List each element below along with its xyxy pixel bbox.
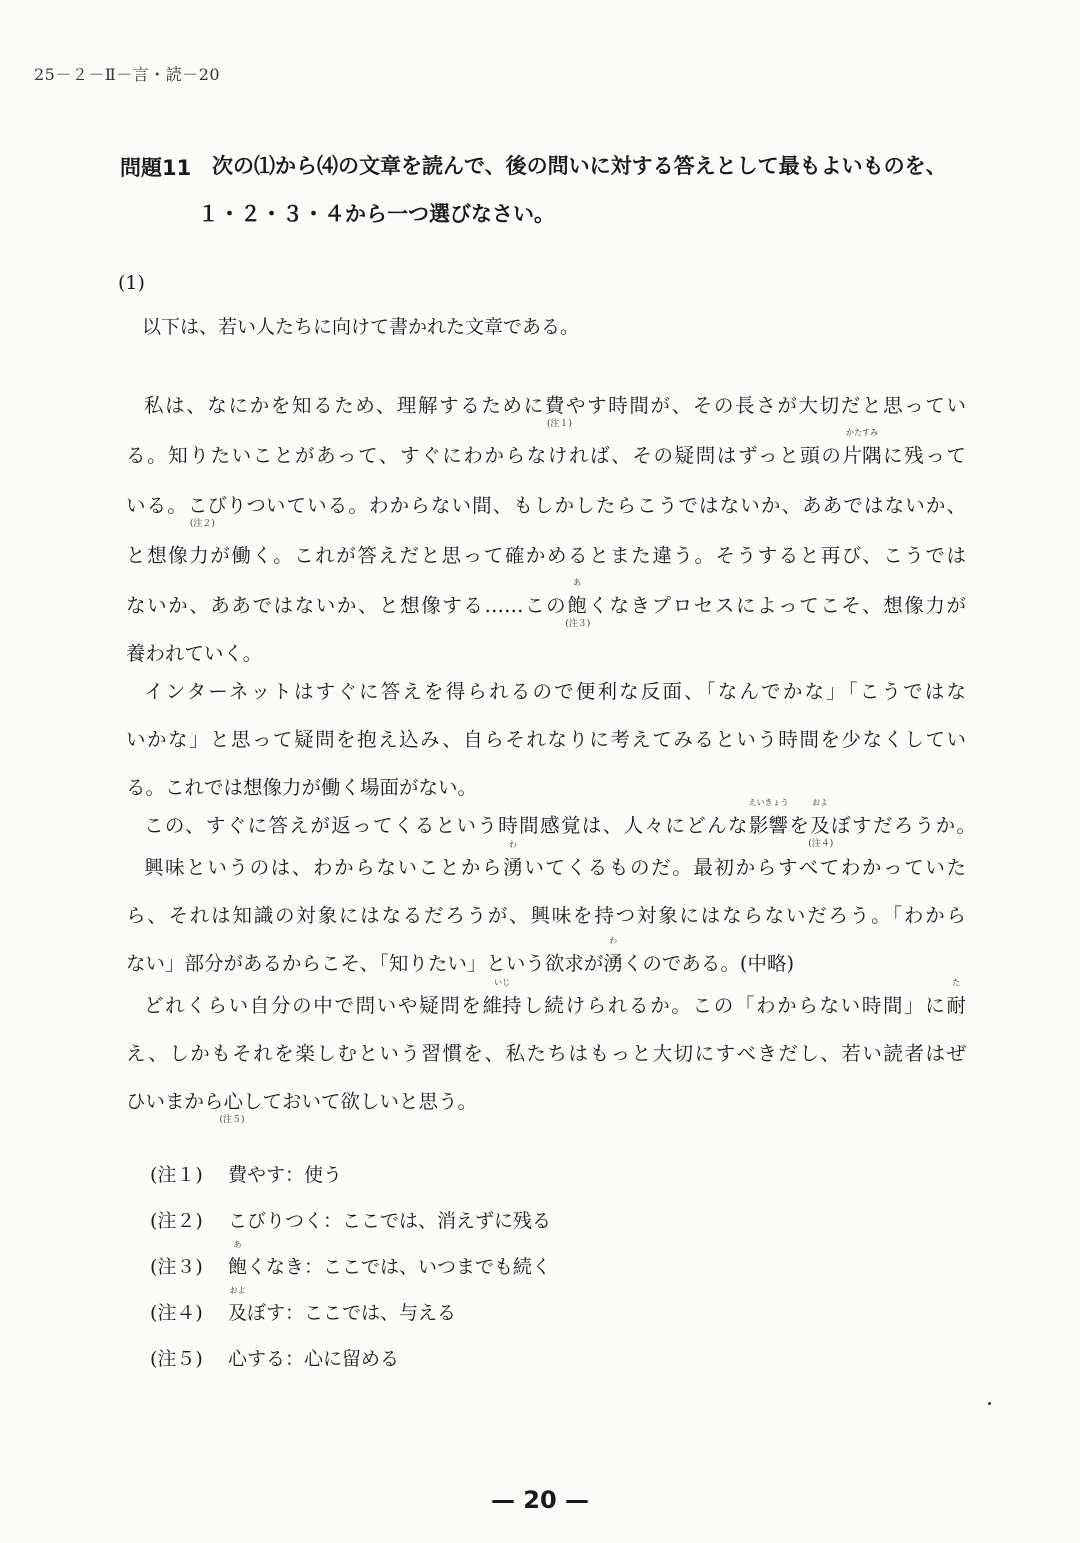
- passage-line-13: ない」部分があるからこそ、「知りたい」という欲求が わ 湧くのである。(中略): [126, 936, 795, 975]
- passage-line-6: 養われていく。: [126, 642, 263, 665]
- passage-line-14: どれくらい自分の中で問いや疑問を いじ 維持し続けられるか。この「わからない時間」に た 耐: [144, 978, 966, 1017]
- footnote-4: (注４) およ 及ぼす：ここでは、与える: [150, 1286, 457, 1324]
- note-marker-5: (注５): [219, 1115, 245, 1125]
- furigana: およ: [812, 798, 828, 807]
- note-marker-3: (注３): [565, 619, 591, 629]
- passage-line-15: え、しかもそれを楽しむという習慣を、私たちはもっと大切にすべきだし、若い読者はぜ: [126, 1042, 966, 1065]
- footnote-3: (注３) あ 飽くなき：ここでは、いつまでも続く: [150, 1240, 552, 1278]
- footnote-5: (注５) 心する：心に留める: [150, 1348, 400, 1370]
- note-marker-2: (注２): [189, 519, 215, 529]
- passage-line-2: る。知りたいことがあって、すぐにわからなければ、その疑問はずっと頭の かたすみ 片隅に残って: [126, 428, 966, 467]
- furigana: えいきょう: [748, 798, 789, 807]
- furigana: わ: [508, 840, 517, 849]
- passage-line-1: 私は、なにかを知るため、理解するために費 (注１) やす時間が、その長さが大切だと思ってい: [144, 390, 966, 418]
- question-instruction-line2: １・２・３・４から一つ選びなさい。: [198, 202, 555, 226]
- note-marker-4: (注４): [808, 839, 834, 849]
- furigana: あ: [573, 578, 582, 587]
- exam-code: 25－２－Ⅱ－言・読－20: [34, 65, 221, 84]
- passage-line-7: インターネットはすぐに答えを得られるので便利な反面、「なんでかな」「こうではな: [144, 680, 966, 703]
- passage-line-5: ないか、ああではないか、と想像する……この あ 飽 (注３) くなきプロセスによってこそ、想像力が: [126, 578, 966, 629]
- passage-line-3: いる。こびりつい (注２) ている。わからない間、もしかしたらこうではないか、ああではないか、: [126, 494, 966, 529]
- section-number: (1): [118, 272, 145, 294]
- furigana: あ: [233, 1240, 242, 1249]
- furigana: わ: [609, 936, 618, 945]
- passage-line-9: る。これでは想像力が働く場面がない。: [126, 776, 478, 799]
- page-number: — 20 —: [490, 1486, 590, 1514]
- passage-line-16: ひいまから心 (注５) しておいて欲しいと思う。: [126, 1090, 478, 1125]
- furigana: た: [952, 978, 961, 987]
- passage-line-4: と想像力が働く。これが答えだと思って確かめるとまた違う。そうすると再び、こうでは: [126, 544, 966, 567]
- passage-line-12: ら、それは知識の対象にはなるだろうが、興味を持つ対象にはならないだろう。「わから: [126, 904, 966, 927]
- question-title: 問題11: [120, 156, 192, 180]
- passage-line-8: いかな」と思って疑問を抱え込み、自らそれなりに考えてみるという時間を少なくしてい: [126, 728, 966, 751]
- footnote-2: (注２) こびりつく：ここでは、消えずに残る: [150, 1210, 552, 1232]
- furigana: かたすみ: [845, 428, 878, 437]
- passage-line-11: 興味というのは、わからないことから わ 湧いてくるものだ。最初からすべてわかっていた: [144, 840, 966, 879]
- note-word-1: 費 (注１): [544, 394, 572, 429]
- furigana: およ: [229, 1286, 246, 1295]
- footnote-1: (注１) 費やす：使う: [150, 1164, 343, 1186]
- scan-speck: [988, 1402, 991, 1405]
- furigana: いじ: [494, 978, 511, 987]
- question-instruction-line1: 次の⑴から⑷の文章を読んで、後の問いに対する答えとして最もよいものを、: [212, 154, 947, 178]
- section-intro: 以下は、若い人たちに向けて書かれた文章である。: [142, 316, 580, 338]
- note-marker-1: (注１): [546, 419, 572, 429]
- passage-line-10: この、すぐに答えが返ってくるという時間感覚は、人々にどんな えいきょう 影響を およ 及 (注４) ぼすだろうか。: [144, 798, 976, 849]
